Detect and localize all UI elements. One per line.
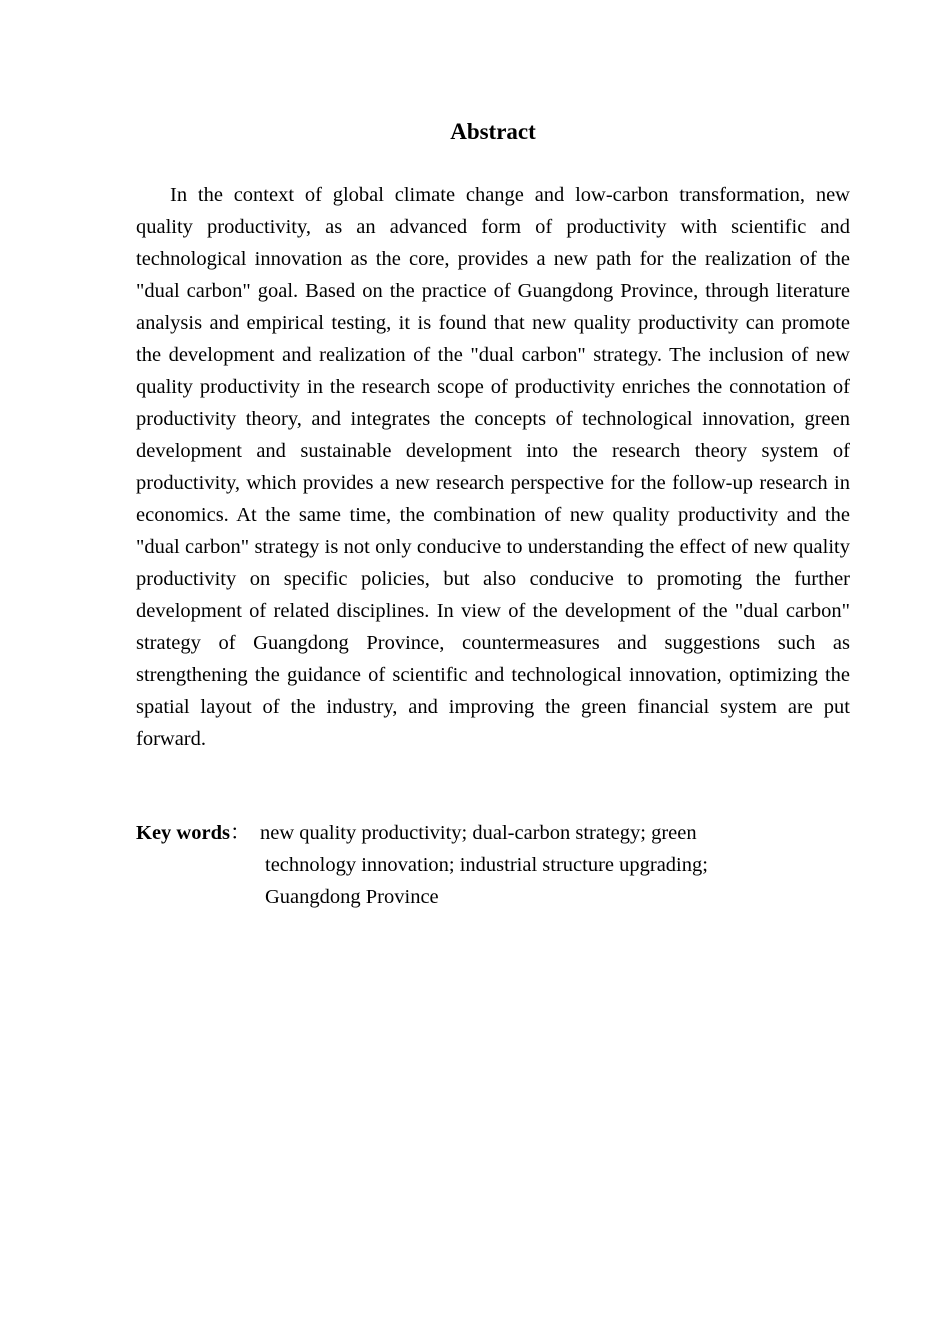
abstract-title: Abstract <box>450 119 536 144</box>
keywords-line: new quality productivity; dual-carbon strategy; green <box>260 822 697 844</box>
keywords-label-text: Key words <box>136 822 230 844</box>
keywords-line: technology innovation; industrial structure upgrading; <box>265 854 708 876</box>
keywords-label <box>136 817 250 849</box>
keywords-separator: ： <box>229 822 251 844</box>
keywords-line: Guangdong Province <box>265 886 439 908</box>
keywords-list <box>260 817 765 913</box>
abstract-body: In the context of global climate change and low-carbon transformation, new quality productivity, as an advanced form of productivity with scientific and technological innovation as the core, provides a new path for the realization of the "dual carbon" goal. Based on the practice of Guangdong Province, through literature analysis and empirical testing, it is found that new quality productivity can promote the development and realization of the "dual carbon" strategy. The inclusion of new quality productivity in the research scope of productivity enriches the connotation of productivity theory, and integrates the concepts of technological innovation, green development and sustainable development into the research theory system of productivity, which provides a new research perspective for the follow-up research in economics. At the same time, the combination of new quality productivity and the "dual carbon" strategy is not only conducive to understanding the effect of new quality productivity on specific policies, but also conducive to promoting the further development of related disciplines. In view of the development of the "dual carbon" strategy of Guangdong Province, countermeasures and suggestions such as strengthening the guidance of scientific and technological innovation, optimizing the spatial layout of the industry, and improving the green financial system are put forward. <box>136 184 850 750</box>
